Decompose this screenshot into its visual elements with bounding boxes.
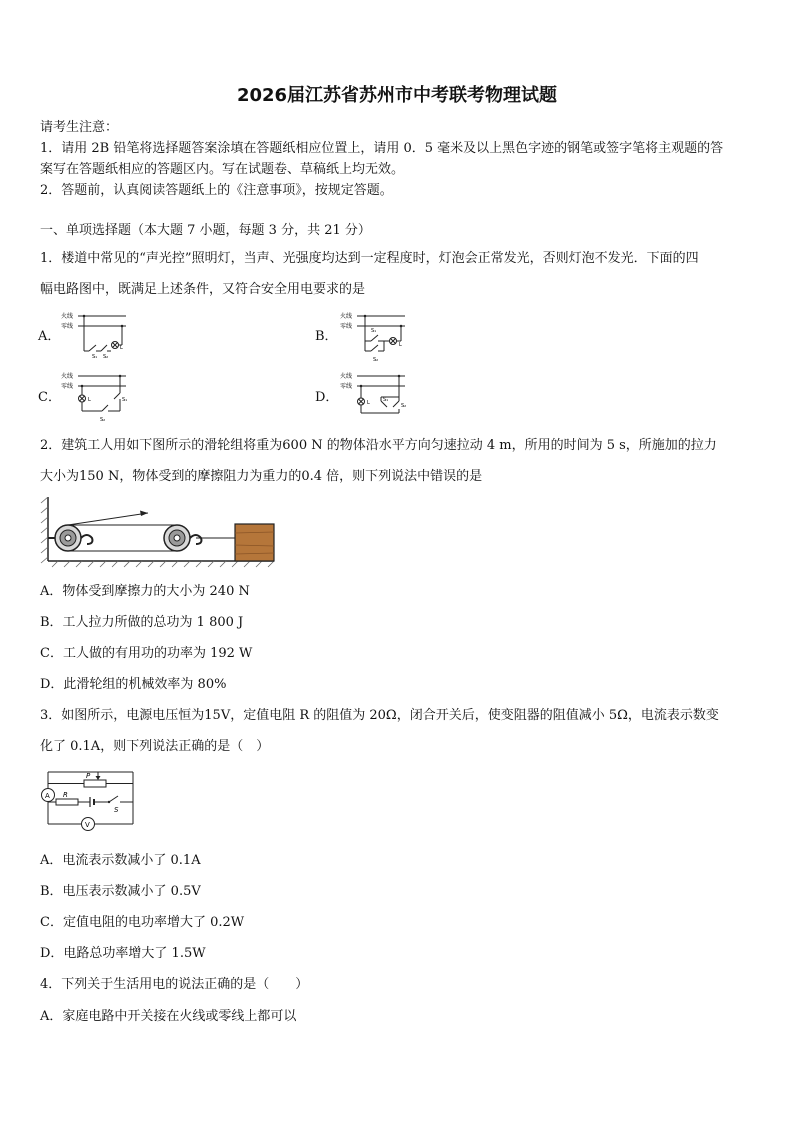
- svg-text:L: L: [367, 400, 370, 406]
- q1-stem-line-2: 幅电路图中，既满足上述条件，又符合安全用电要求的是: [40, 282, 366, 297]
- zero-wire-label: 零线: [61, 383, 74, 390]
- svg-text:S₂: S₂: [100, 417, 106, 423]
- wooden-block: [235, 524, 274, 561]
- svg-text:L: L: [399, 342, 402, 348]
- q3-stem-line-2: 化了 0.1A，则下列说法正确的是（ ）: [40, 739, 270, 754]
- q3-option-b: B．电压表示数减小了 0.5V: [40, 884, 201, 899]
- q2-option-b: B．工人拉力所做的总功为 1 800 J: [40, 615, 244, 630]
- zero-wire-label: 零线: [340, 383, 353, 390]
- notice-heading: 请考生注意：: [40, 120, 119, 135]
- q2-stem-line-1: 2．建筑工人用如下图所示的滑轮组将重为600 N 的物体沿水平方向匀速拉动 4 m，所用的时间为 5 s，所施加的拉力: [40, 438, 717, 453]
- q4-option-a: A．家庭电路中开关接在火线或零线上都可以: [40, 1009, 297, 1024]
- q3-option-a: A．电流表示数减小了 0.1A: [40, 853, 201, 868]
- fire-wire-label: 火线: [61, 373, 74, 380]
- q1-option-c-label: C．: [38, 390, 61, 405]
- svg-text:S₁: S₁: [92, 354, 98, 360]
- q4-stem: 4．下列关于生活用电的说法正确的是（ ）: [40, 977, 309, 992]
- svg-text:L: L: [120, 345, 123, 351]
- svg-text:L: L: [88, 397, 91, 403]
- q1-circuit-c: [58, 371, 130, 427]
- notice-line-2: 2．答题前，认真阅读答题纸上的《注意事项》，按规定答题。: [40, 183, 393, 198]
- notice-line-1a: 1．请用 2B 铅笔将选择题答案涂填在答题纸相应位置上，请用 0．5 毫米及以上黑色字迹的钢笔或签字笔将主观题的答: [40, 141, 724, 156]
- q1-option-a-label: A．: [38, 329, 61, 344]
- q1-stem-line-1: 1．楼道中常见的“声光控”照明灯，当声、光强度均达到一定程度时，灯泡会正常发光，否则灯泡不发光．下面的四: [40, 251, 699, 266]
- switch-label: S: [114, 806, 119, 814]
- q1-option-d-label: D．: [315, 390, 339, 405]
- svg-text:S₁: S₁: [122, 397, 128, 403]
- slider-label: P: [86, 772, 91, 780]
- zero-wire-label: 零线: [340, 323, 353, 330]
- q3-option-c: C．定值电阻的电功率增大了 0.2W: [40, 915, 245, 930]
- svg-text:S₂: S₂: [373, 357, 379, 363]
- svg-text:A: A: [45, 792, 50, 800]
- q2-option-c: C．工人做的有用功的功率为 192 W: [40, 646, 253, 661]
- q3-option-d: D．电路总功率增大了 1.5W: [40, 946, 206, 961]
- fire-wire-label: 火线: [340, 373, 353, 380]
- fire-wire-label: 火线: [61, 313, 74, 320]
- svg-text:S₁: S₁: [371, 328, 377, 334]
- q1-circuit-a: [58, 311, 130, 361]
- section-heading: 一、单项选择题（本大题 7 小题，每题 3 分，共 21 分）: [40, 223, 371, 238]
- svg-text:S₁: S₁: [383, 397, 389, 403]
- svg-text:S₂: S₂: [103, 354, 109, 360]
- q1-circuit-b: [337, 311, 409, 365]
- q1-circuit-d: [337, 371, 409, 423]
- q2-pulley-figure: [40, 497, 280, 573]
- resistor-label: R: [63, 791, 68, 799]
- fire-wire-label: 火线: [340, 313, 353, 320]
- notice-line-1b: 案写在答题纸相应的答题区内。写在试题卷、草稿纸上均无效。: [40, 162, 405, 177]
- zero-wire-label: 零线: [61, 323, 74, 330]
- page-title: 2026届江苏省苏州市中考联考物理试题: [236, 85, 558, 106]
- svg-text:V: V: [85, 821, 90, 829]
- q2-option-a: A．物体受到摩擦力的大小为 240 N: [40, 584, 250, 599]
- q3-circuit-figure: [36, 766, 142, 838]
- q2-option-d: D．此滑轮组的机械效率为 80%: [40, 677, 227, 692]
- q2-stem-line-2: 大小为150 N，物体受到的摩擦阻力为重力的0.4 倍，则下列说法中错误的是: [40, 469, 483, 484]
- q3-stem-line-1: 3．如图所示，电源电压恒为15V，定值电阻 R 的阻值为 20Ω，闭合开关后，使变阻器的阻值减小 5Ω，电流表示数变: [40, 708, 719, 723]
- q1-option-b-label: B．: [315, 329, 338, 344]
- svg-text:S₂: S₂: [401, 403, 407, 409]
